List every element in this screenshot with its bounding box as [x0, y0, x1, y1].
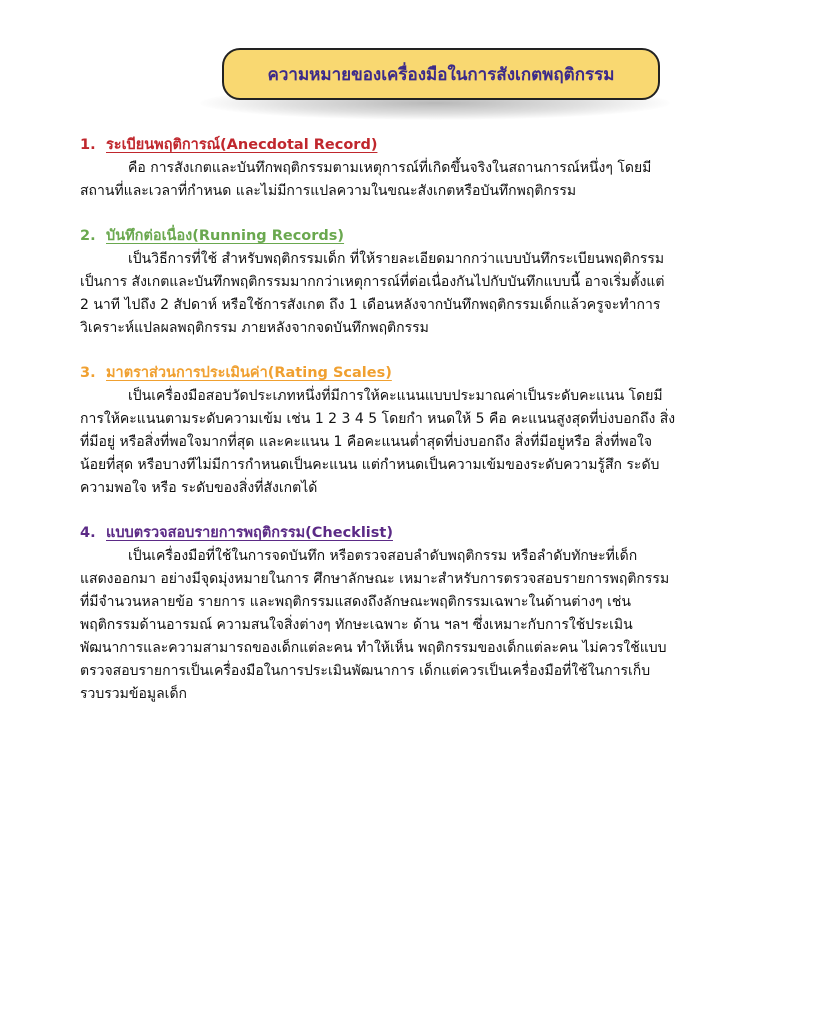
- section-number: 2.: [80, 228, 96, 244]
- section-rating-scales: [80, 362, 740, 500]
- section-title: บันทึกต่อเนื่อง(Running Records): [106, 228, 345, 244]
- paragraph-line: น้อยที่สุด หรือบางทีไม่มีการกำหนดเป็นคะแนน แต่กำหนดเป็นความเข้มของระดับความรู้สึก ระดับ: [80, 457, 660, 473]
- section-running-records: [80, 225, 740, 340]
- paragraph-line: การให้คะแนนตามระดับความเข้ม เช่น 1 2 3 4 5 โดยกำ หนดให้ 5 คือ คะแนนสูงสุดที่บ่งบอกถึง สิ่ง: [80, 411, 676, 427]
- paragraph-line: แสดงออกมา อย่างมีจุดมุ่งหมายในการ ศึกษาลักษณะ เหมาะสำหรับการตรวจสอบรายการพฤติกรรม: [80, 571, 670, 587]
- section-checklist: [80, 522, 740, 706]
- paragraph-line: เป็นเครื่องมือที่ใช้ในการจดบันทึก หรือตรวจสอบลำดับพฤติกรรม หรือลำดับทักษะที่เด็ก: [128, 548, 638, 564]
- section-heading: [80, 362, 740, 385]
- paragraph-line: ที่มีจำนวนหลายข้อ รายการ และพฤติกรรมแสดงถึงลักษณะพฤติกรรมเฉพาะในด้านต่างๆ เช่น: [80, 594, 631, 610]
- section-heading: [80, 225, 740, 248]
- paragraph-line: 2 นาที ไปถึง 2 สัปดาห์ หรือใช้การสังเกต ถึง 1 เดือนหลังจากบันทึกพฤติกรรมเด็กแล้วครูจะทำการ: [80, 297, 661, 313]
- paragraph-line: พฤติกรรมด้านอารมณ์ ความสนใจสิ่งต่างๆ ทักษะเฉพาะ ด้าน ฯลฯ ซึ่งเหมาะกับการใช้ประเมิน: [80, 617, 633, 633]
- paragraph-line: วิเคราะห์แปลผลพฤติกรรม ภายหลังจากจดบันทึกพฤติกรรม: [80, 320, 429, 336]
- paragraph-line: เป็นการ สังเกตและบันทึกพฤติกรรมมากกว่าเหตุการณ์ที่ต่อเนื่องกันไปกับบันทึกแบบนี้ อาจเริ่มตั้งแต่: [80, 274, 665, 290]
- section-number: 1.: [80, 137, 96, 153]
- paragraph-line: คือ การสังเกตและบันทึกพฤติกรรมตามเหตุการณ์ที่เกิดขึ้นจริงในสถานการณ์หนึ่งๆ โดยมี: [128, 160, 652, 176]
- paragraph-line: ตรวจสอบรายการเป็นเครื่องมือในการประเมินพัฒนาการ เด็กแต่ควรเป็นเครื่องมือที่ใช้ในการเก็บ: [80, 663, 651, 679]
- section-number: 3.: [80, 365, 96, 381]
- section-title: มาตราส่วนการประเมินค่า(Rating Scales): [106, 365, 392, 381]
- section-heading: [80, 522, 740, 545]
- paragraph-line: เป็นเครื่องมือสอบวัดประเภทหนึ่งที่มีการให้คะแนนแบบประมาณค่าเป็นระดับคะแนน โดยมี: [128, 388, 663, 404]
- section-anecdotal-record: [80, 134, 740, 203]
- section-title: ระเบียนพฤติการณ์(Anecdotal Record): [106, 137, 378, 153]
- paragraph-line: เป็นวิธีการที่ใช้ สำหรับพฤติกรรมเด็ก ที่ให้รายละเอียดมากกว่าแบบบันทึกระเบียนพฤติกรรม: [128, 251, 665, 267]
- paragraph-line: สถานที่และเวลาที่กำหนด และไม่มีการแปลความในขณะสังเกตหรือบันทึกพฤติกรรม: [80, 183, 577, 199]
- paragraph-line: ที่มีอยู่ หรือสิ่งที่พอใจมากที่สุด และคะแนน 1 คือคะแนนต่ำสุดที่บ่งบอกถึง สิ่งที่มีอยู่หรือ สิ่งที่พอใจ: [80, 434, 653, 450]
- page-title-text: ความหมายของเครื่องมือในการสังเกตพฤติกรรม: [267, 64, 615, 85]
- section-heading: [80, 134, 740, 157]
- paragraph-line: รวบรวมข้อมูลเด็ก: [80, 686, 188, 702]
- section-title: แบบตรวจสอบรายการพฤติกรรม(Checklist): [106, 525, 393, 541]
- section-number: 4.: [80, 525, 96, 541]
- page-title: [222, 48, 660, 100]
- paragraph-line: ความพอใจ หรือ ระดับของสิ่งที่สังเกตได้: [80, 480, 318, 496]
- paragraph-line: พัฒนาการและความสามารถของเด็กแต่ละคน ทำให้เห็น พฤติกรรมของเด็กแต่ละคน ไม่ควรใช้แบบ: [80, 640, 667, 656]
